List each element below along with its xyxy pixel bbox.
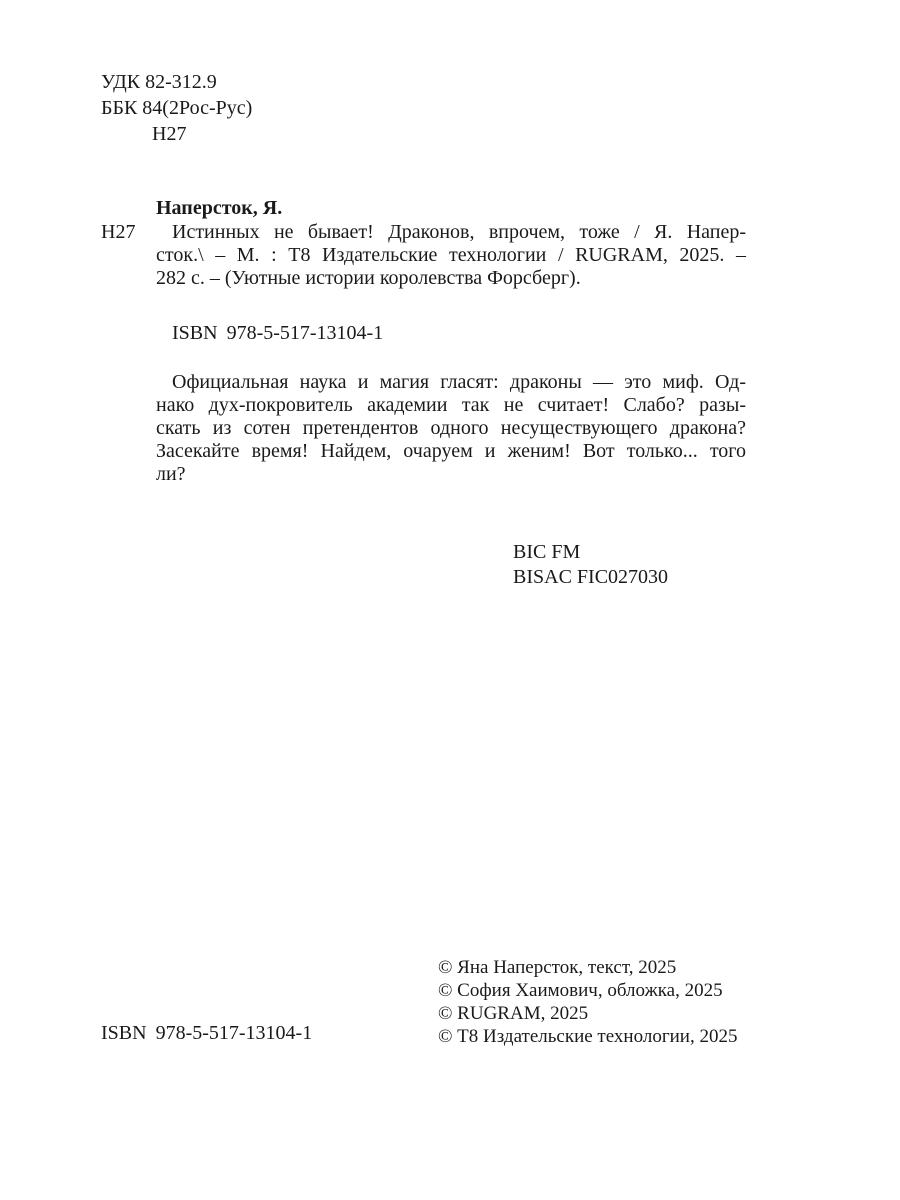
copyright-line: © Яна Наперсток, текст, 2025 bbox=[438, 957, 677, 978]
bic-code: BIC FM bbox=[513, 541, 581, 563]
record-line: 282 с. – (Уютные истории королевства Форсберг). bbox=[156, 267, 581, 289]
udk-code: УДК 82-312.9 bbox=[101, 71, 217, 93]
author-name: Наперсток, Я. bbox=[156, 197, 283, 219]
record-line: Истинных не бывает! Драконов, впрочем, тоже / Я. Напер- bbox=[172, 221, 746, 243]
annotation-line: нако дух-покровитель академии так не считает! Слабо? разы- bbox=[156, 394, 746, 416]
footer-isbn: ISBN 978-5-517-13104-1 bbox=[101, 1022, 313, 1044]
copyright-line: © Т8 Издательские технологии, 2025 bbox=[438, 1026, 738, 1047]
annotation-line: Засекайте время! Найдем, очаруем и женим! Вот только... того bbox=[156, 440, 746, 462]
record-description bbox=[156, 221, 746, 290]
copyright-line: © София Хаимович, обложка, 2025 bbox=[438, 980, 723, 1001]
annotation-line: Официальная наука и магия гласят: драконы — это миф. Од- bbox=[172, 371, 746, 393]
annotation bbox=[156, 371, 746, 486]
copyright-line: © RUGRAM, 2025 bbox=[438, 1003, 589, 1024]
record-isbn: ISBN 978-5-517-13104-1 bbox=[172, 322, 384, 344]
author-mark: Н27 bbox=[152, 123, 187, 145]
annotation-line: скать из сотен претендентов одного несуществующего дракона? bbox=[156, 417, 746, 439]
annotation-line: ли? bbox=[156, 463, 186, 485]
record-author-mark: Н27 bbox=[101, 221, 136, 243]
bbk-code: ББК 84(2Рос-Рус) bbox=[101, 97, 253, 119]
record-line: сток.\ – М. : Т8 Издательские технологии / RUGRAM, 2025. – bbox=[156, 244, 746, 266]
bisac-code: BISAC FIC027030 bbox=[513, 566, 669, 588]
